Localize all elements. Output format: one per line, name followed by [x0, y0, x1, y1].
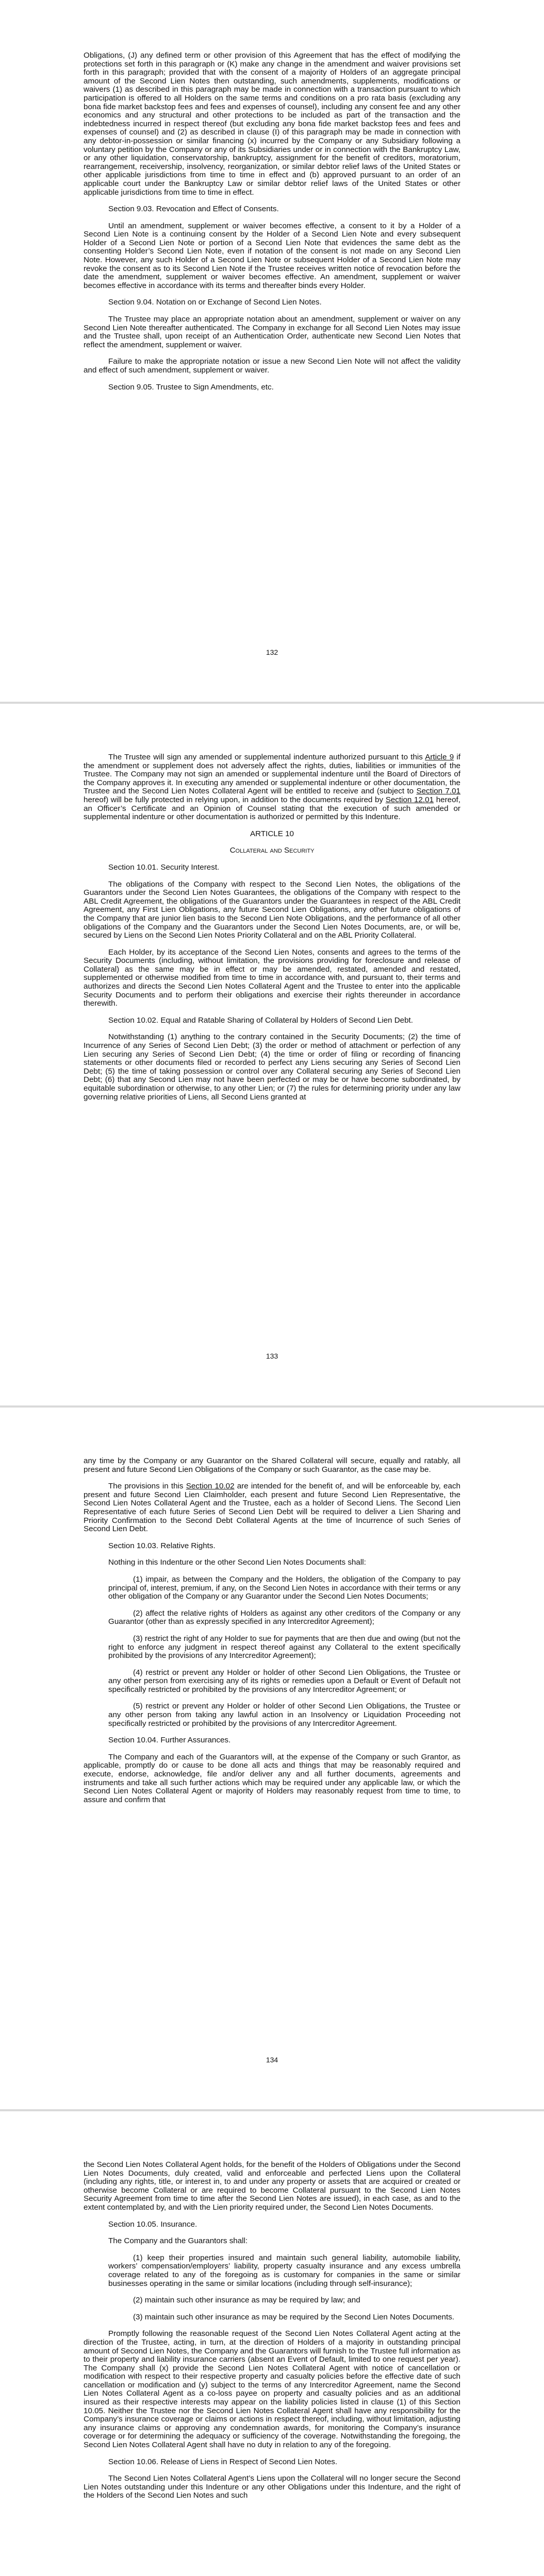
paragraph: the Second Lien Notes Collateral Agent holds, for the benefit of the Holders of Obligations under the Second Lien Notes Documents, duly created, valid and enforceable and perfected Liens upon the Collateral (including any rights, title, or interest in, to and under any property or assets that are acquired or created or otherwise become Collateral or are required to become Collateral pursuant to the Second Lien Notes Security Agreement from time to time after the Second Lien Notes are issued), in each case, as and to the extent contemplated by, and with the Lien priority required under, the Second Lien Notes Documents. [84, 2160, 460, 2212]
paragraph: Nothing in this Indenture or the other Second Lien Notes Documents shall: [108, 1558, 366, 1567]
paragraph: The obligations of the Company with respect to the Second Lien Notes, the obligations of the Guarantors under the Second Lien Notes Guarantees, the obligations of the Company with respect to the ABL Credit Agreement, the obligations of the Guarantors under the Guarantees in respect of the ABL Credit Agreement, any First Lien Obligations, any future Second Lien Obligations, any other future obligations of the Company that are junior lien basis to the Second Lien Note Obligations, and the performance of all other obligations of the Company and the Guarantors under the Second Lien Notes Documents, are, or will be, secured by Liens on the Second Lien Notes Priority Collateral and on the ABL Priority Collateral. [84, 879, 460, 940]
paragraph: Failure to make the appropriate notation or issue a new Second Lien Note will not affect the validity and effect of such amendment, supplement or waiver. [84, 357, 460, 375]
list-item: (2) affect the relative rights of Holders as against any other creditors of the Company or any Guarantor (other than as expressly specified in any Intercreditor Agreement); [108, 1608, 460, 1626]
paragraph: any time by the Company or any Guarantor on the Shared Collateral will secure, equally and ratably, all present and future Second Lien Obligations of the Company or such Guarantor, as the case may be. [84, 1456, 460, 1474]
cross-reference-link[interactable]: Section 12.01 [385, 795, 434, 804]
cross-reference-link[interactable]: Article 9 [425, 753, 454, 761]
cross-reference-link[interactable]: Section 7.01 [416, 787, 461, 796]
list-item: (1) impair, as between the Company and the Holders, the obligation of the Company to pay principal of, interest, premium, if any, on the Second Lien Notes in accordance with their terms or any other obligation of the Company or any Guarantor under the Second Lien Notes Documents; [108, 1574, 460, 1601]
page-number: 132 [266, 648, 278, 656]
paragraph: The Second Lien Notes Collateral Agent’s Liens upon the Collateral will no longer secure the Second Lien Notes outstanding under this Indenture or any other Obligations under this Indenture, and the right of the Holders of the Second Lien Notes and such [84, 2474, 460, 2500]
section-heading: Section 9.05. Trustee to Sign Amendments, etc. [108, 382, 274, 392]
paragraph: The Company and each of the Guarantors will, at the expense of the Company or such Grantor, as applicable, promptly do or cause to be done all acts and things that may be reasonably required and execute, endorse, acknowledge, file and/or deliver any and all further documents, agreements and instruments and take all such further actions which may be required under any applicable law, or which the Second Lien Notes Collateral Agent or majority of Holders may reasonably request from time to time, to assure and confirm that [84, 1752, 460, 1804]
paragraph: Until an amendment, supplement or waiver becomes effective, a consent to it by a Holder of a Second Lien Note is a continuing consent by the Holder of a Second Lien Note and every subsequent Holder of a Second Lien Note or portion of a Second Lien Note that evidences the same debt as the consenting Holder’s Second Lien Note, even if notation of the consent is not made on any Second Lien Note. However, any such Holder of a Second Lien Note or subsequent Holder of a Second Lien Note may revoke the consent as to its Second Lien Note if the Trustee receives written notice of revocation before the date the amendment, supplement or waiver becomes effective. An amendment, supplement or waiver becomes effective in accordance with its terms and thereafter binds every Holder. [84, 221, 460, 290]
section-heading: Section 10.03. Relative Rights. [108, 1541, 216, 1550]
section-heading: Section 10.05. Insurance. [108, 2219, 197, 2229]
paragraph: Each Holder, by its acceptance of the Second Lien Notes, consents and agrees to the terms of the Security Documents (including, without limitation, the provisions providing for foreclosure and release of Collateral) as the same may be in effect or may be amended, restated, amended and restated, supplemented or otherwise modified from time to time in accordance with, and pursuant to, their terms and authorizes and directs the Second Lien Notes Collateral Agent and the Trustee to enter into the applicable Security Documents and to perform their obligations and exercise their rights thereunder in accordance therewith. [84, 947, 460, 1008]
page-body [84, 52, 460, 400]
document-page-133 [0, 704, 544, 1405]
paragraph: Obligations, (J) any defined term or other provision of this Agreement that has the effect of modifying the protections set forth in this paragraph or (K) make any change in the amendment and waiver provisions set forth in this paragraph; provided that with the consent of a majority of Holders of an aggregate principal amount of the Second Lien Notes then outstanding, such amendments, supplements, modifications or waivers (1) as described in this paragraph may be made in connection with a transaction pursuant to which participation is offered to all Holders on the same terms and conditions on a pro rata basis (excluding any bona fide market backstop fees and fees and expenses of counsel), including any consent fee and any other economics and any structural and other protections to be included as part of the transaction and the indebtedness incurred in respect thereof (but excluding any bona fide market backstop fees and fees and expenses of counsel) and (2) as described in clause (I) of this paragraph may be made in connection with any debtor-in-possession or similar financing (x) incurred by the Company or any Subsidiary following a voluntary petition by the Company or any of its Subsidiaries under or in connection with the Bankruptcy Law, or any other liquidation, conservatorship, bankruptcy, assignment for the benefit of creditors, moratorium, rearrangement, receivership, insolvency, reorganization, or similar debtor relief laws of the United States or other applicable jurisdictions from time to time in effect and (b) approved pursuant to an order of an applicable court under the Bankruptcy Law or similar debtor relief laws of the United States or other applicable jurisdictions from time to time in effect. [84, 51, 460, 197]
page-number: 133 [266, 1352, 278, 1360]
list-item: (4) restrict or prevent any Holder or holder of other Second Lien Obligations, the Trustee or any other person from exercising any of its rights or remedies upon a Default or Event of Default not specifically restricted or prohibited by the provisions of any Intercreditor Agreement; or [108, 1668, 460, 1694]
section-heading: Section 9.04. Notation on or Exchange of Second Lien Notes. [108, 298, 322, 307]
list-item: (2) maintain such other insurance as may be required by law; and [133, 2296, 360, 2305]
page-body [84, 2161, 460, 2509]
paragraph: Promptly following the reasonable request of the Second Lien Notes Collateral Agent acting at the direction of the Trustee, acting, in turn, at the direction of Holders of a majority in outstanding principal amount of Second Lien Notes, the Company and the Guarantors will furnish to the Trustee full information as to their property and liability insurance carriers (absent an Event of Default, limited to one request per year). The Company shall (x) provide the Second Lien Notes Collateral Agent with notice of cancellation or modification with respect to their respective property and casualty policies before the effective date of such cancellation or modification and (y) subject to the terms of any Intercreditor Agreement, name the Second Lien Notes Collateral Agent as a co-loss payee on property and casualty policies and as an additional insured as their respective interests may appear on the liability policies listed in clause (1) of this Section 10.05. Neither the Trustee nor the Second Lien Notes Collateral Agent shall have any responsibility for the Company’s insurance coverage or claims or actions in respect thereof, including, without limitation, adjusting any insurance claims or approving any condemnation awards, for monitoring the Company’s insurance coverage or for determining the adequacy or sufficiency of the coverage. Notwithstanding the foregoing, the Second Lien Notes Collateral Agent shall have no duty in relation to any of the foregoing. [84, 2329, 460, 2450]
article-title: Collateral and Security [229, 846, 315, 855]
document-page-134 [0, 1408, 544, 2109]
cross-reference-link[interactable]: Section 10.02 [186, 1482, 235, 1491]
list-item: (3) maintain such other insurance as may be required by the Second Lien Notes Documents. [133, 2312, 455, 2321]
article-number: ARTICLE 10 [250, 829, 294, 838]
document-page-135 [0, 2111, 544, 2576]
section-heading: Section 10.01. Security Interest. [108, 862, 220, 872]
paragraph: The Trustee will sign any amended or supplemental indenture authorized pursuant to this Article 9 if the amendment or supplement does not adversely affect the rights, duties, liabilities or immunities of the Trustee. The Company may not sign an amended or supplemental indenture until the Board of Directors of the Company approves it. In executing any amended or supplemental indenture or other documentation, the Trustee and the Second Lien Notes Collateral Agent will be entitled to receive and (subject to Section 7.01 hereof) will be fully protected in relying upon, in addition to the documents required by Section 12.01 hereof, an Officer’s Certificate and an Opinion of Counsel stating that the execution of such amended or supplemental indenture or other documentation is authorized or permitted by this Indenture. [84, 753, 461, 822]
section-heading: Section 9.03. Revocation and Effect of Consents. [108, 205, 279, 214]
section-heading: Section 10.02. Equal and Ratable Sharing of Collateral by Holders of Second Lien Debt. [108, 1015, 413, 1025]
page-body [84, 753, 460, 1110]
list-item: (1) keep their properties insured and maintain such general liability, automobile liability, workers’ compensation/employers’ liability, property casualty insurance and any excess umbrella coverage related to any of the foregoing as is customary for companies in the same or similar businesses operating in the same or similar locations (including through self-insurance); [108, 2253, 460, 2288]
paragraph: The provisions in this Section 10.02 are intended for the benefit of, and will be enforceable by, each present and future Second Lien Claimholder, each present and future Second Lien Representative, the Second Lien Notes Collateral Agent and the Trustee, each as a holder of Second Liens. The Second Lien Representative of each future Series of Second Lien Debt will be required to deliver a Lien Sharing and Priority Confirmation to the Second Debt Collateral Agents at the time of Incurrence of such Series of Second Lien Debt. [84, 1482, 460, 1534]
paragraph: Notwithstanding (1) anything to the contrary contained in the Security Documents; (2) the time of Incurrence of any Series of Second Lien Debt; (3) the order or method of attachment or perfection of any Lien securing any Series of Second Lien Debt; (4) the time or order of filing or recording of financing statements or other documents filed or recorded to perfect any Liens securing any Series of Second Lien Debt; (5) the time of taking possession or control over any Collateral securing any Series of Second Lien Debt; (6) that any Second Lien may not have been perfected or may be or have become subordinated, by equitable subordination or otherwise, to any other Lien; or (7) the rules for determining priority under any law governing relative priorities of Liens, all Second Liens granted at [84, 1032, 460, 1101]
list-item: (5) restrict or prevent any Holder or holder of other Second Lien Obligations, the Trustee or any other person from taking any lawful action in an Insolvency or Liquidation Proceeding not specifically restricted or prohibited by the provisions of any Intercreditor Agreement. [108, 1702, 460, 1728]
paragraph: The Trustee may place an appropriate notation about an amendment, supplement or waiver on any Second Lien Note thereafter authenticated. The Company in exchange for all Second Lien Notes may issue and the Trustee shall, upon receipt of an Authentication Order, authenticate new Second Lien Notes that reflect the amendment, supplement or waiver. [84, 315, 460, 349]
document-page-132 [0, 0, 544, 702]
section-heading: Section 10.06. Release of Liens in Respect of Second Lien Notes. [108, 2457, 338, 2466]
list-item: (3) restrict the right of any Holder to sue for payments that are then due and owing (but not the right to enforce any judgment in respect thereof against any Collateral to the extent specifically prohibited by the provisions of any Intercreditor Agreement); [108, 1634, 460, 1660]
paragraph: The Company and the Guarantors shall: [108, 2236, 248, 2246]
page-number: 134 [266, 2056, 278, 2064]
section-heading: Section 10.04. Further Assurances. [108, 1736, 231, 1745]
page-body [84, 1457, 460, 1812]
